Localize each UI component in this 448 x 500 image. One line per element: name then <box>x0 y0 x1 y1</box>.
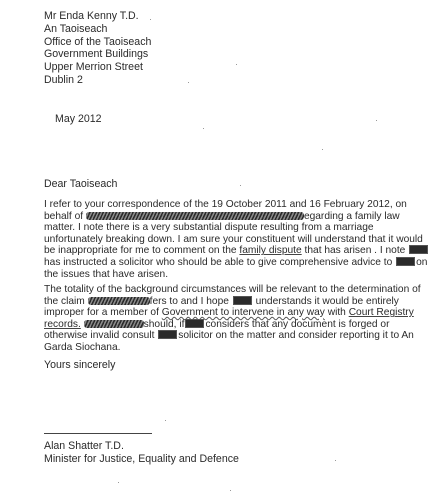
signatory-name: Alan Shatter T.D. <box>44 440 124 452</box>
text-fragment: otherwise invalid consult <box>44 330 155 342</box>
redaction-box <box>233 296 252 305</box>
text-fragment: fers to and I hope <box>149 295 229 307</box>
scan-speck <box>322 149 323 150</box>
paragraph-line <box>44 330 416 342</box>
underlined-text: records. <box>44 318 81 330</box>
paragraph-line: The totality of the background circumstances will be relevant to the determination of <box>44 284 421 295</box>
scan-speck <box>236 64 237 65</box>
redaction-scribble <box>88 297 150 305</box>
paragraph-line <box>44 256 428 269</box>
underlined-text: Court Registry <box>348 307 414 319</box>
address-line: An Taoiseach <box>44 22 108 35</box>
scan-speck <box>118 482 119 483</box>
scan-speck <box>203 128 204 129</box>
address-line: Office of the Taoiseach <box>44 35 152 48</box>
paragraph-1 <box>44 199 428 280</box>
underlined-text: family dispute <box>239 245 302 257</box>
redaction-scribble <box>86 212 304 220</box>
paragraph-line <box>44 307 416 319</box>
redaction-box <box>185 319 204 328</box>
text-fragment: appropriate for me to comment on the <box>66 245 237 257</box>
paragraph-line: matter. I note there is a very substantial dispute resulting from a marriage <box>44 222 374 234</box>
scan-speck <box>188 82 189 83</box>
paragraph-line <box>44 319 416 331</box>
text-fragment: egarding a family law <box>303 210 400 222</box>
text-fragment: considers that any document is forged or <box>205 318 390 330</box>
address-line: Mr Enda Kenny T.D. <box>44 10 139 22</box>
redaction-box <box>396 257 415 266</box>
address-line: Dublin 2 <box>44 73 83 86</box>
underlined-text: Government to intervene in any way <box>161 307 325 319</box>
scan-speck <box>240 185 241 186</box>
text-fragment: has instructed a solicitor who should be able to give comprehensive advice to <box>44 256 393 268</box>
text-fragment: improper for a member of <box>44 307 159 319</box>
text-fragment: solicitor on the matter and consider reporting it to An <box>178 330 414 342</box>
text-fragment: with <box>327 307 346 319</box>
address-line: Government Buildings <box>44 48 149 61</box>
text-fragment: behalf of <box>44 210 84 222</box>
paragraph-line: the issues that have arisen. <box>44 268 169 280</box>
text-fragment: should, if <box>143 318 185 330</box>
closing: Yours sincerely <box>44 359 116 371</box>
scan-speck <box>230 490 231 491</box>
text-fragment: the claim <box>44 295 85 307</box>
scan-speck <box>335 460 336 461</box>
text-fragment: that has arisen . I note <box>304 245 406 257</box>
text-fragment: understands it would be entirely <box>255 295 399 307</box>
paragraph-line <box>44 245 416 257</box>
redaction-scribble <box>84 320 144 328</box>
text-fragment: be in <box>44 245 67 257</box>
letter-date: May 2012 <box>55 113 102 125</box>
scan-speck <box>165 420 166 421</box>
address-line: Upper Merrion Street <box>44 61 143 74</box>
paragraph-line: unfortunately breaking down. I am sure your constituent will understand that it would <box>44 233 423 245</box>
signatory-title: Minister for Justice, Equality and Defence <box>44 452 239 465</box>
paragraph-line: I refer to your correspondence of the 19 October 2011 and 16 February 2012, on <box>44 199 407 210</box>
text-fragment: on <box>416 256 428 268</box>
signature-line <box>44 433 152 434</box>
paragraph-2 <box>44 284 421 354</box>
scan-speck <box>376 120 377 121</box>
redaction-box <box>409 245 428 254</box>
salutation: Dear Taoiseach <box>44 178 118 190</box>
signature-block <box>44 440 239 466</box>
redaction-box <box>158 330 177 339</box>
paragraph-line <box>44 211 416 223</box>
recipient-address <box>44 10 151 87</box>
paragraph-line <box>44 296 416 308</box>
paragraph-line: Garda Siochana. <box>44 341 121 353</box>
